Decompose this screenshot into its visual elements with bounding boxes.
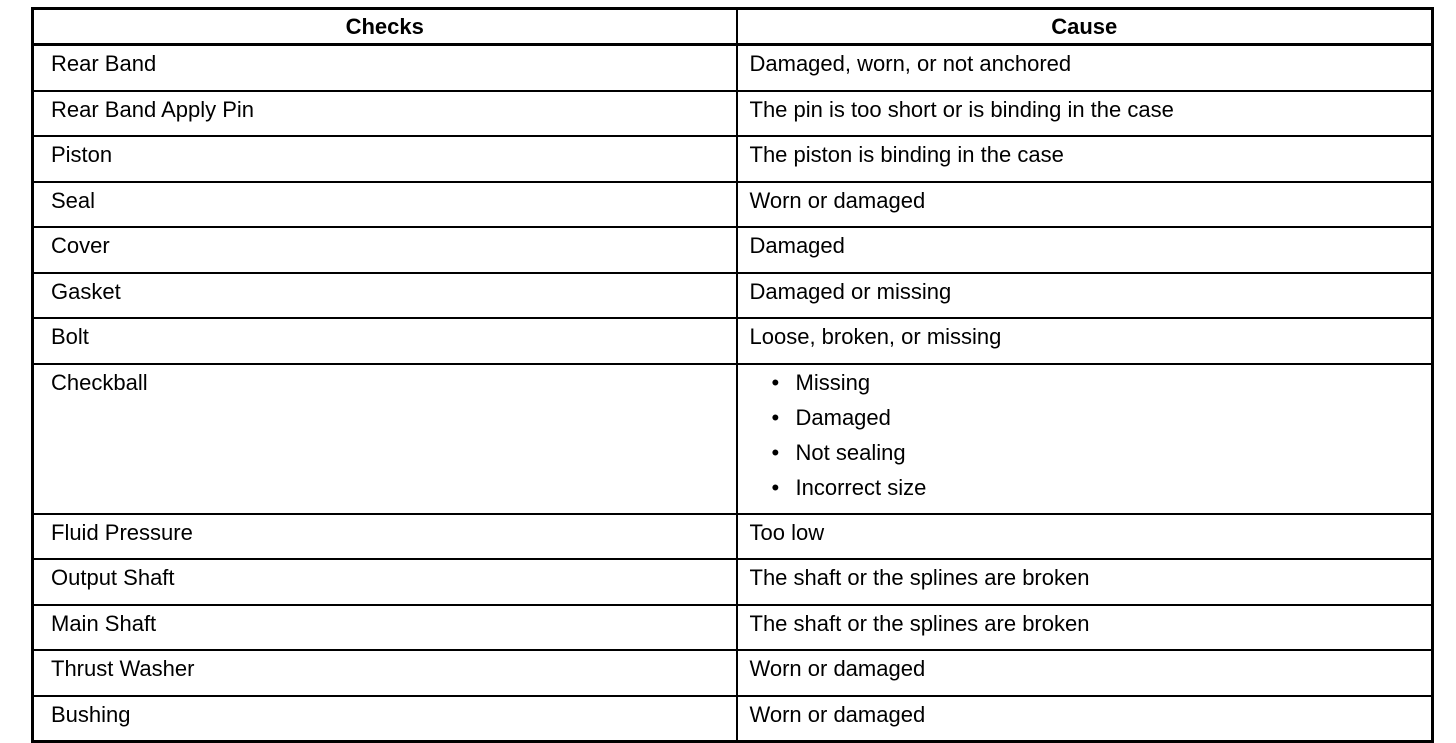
cause-cell: Worn or damaged (737, 650, 1433, 696)
cause-cell: Too low (737, 514, 1433, 560)
bullet-icon: • (771, 404, 780, 430)
check-cell: Main Shaft (33, 605, 737, 651)
cause-cell: The shaft or the splines are broken (737, 605, 1433, 651)
list-item-text: Missing (795, 369, 871, 395)
table-row (33, 318, 1433, 364)
list-item-text: Not sealing (795, 439, 906, 465)
check-cell: Thrust Washer (33, 650, 737, 696)
cause-cell: Damaged or missing (737, 273, 1433, 319)
table-row (33, 605, 1433, 651)
table-body (33, 45, 1433, 742)
check-cell: Cover (33, 227, 737, 273)
cause-cell-list (737, 364, 1433, 514)
check-cell: Rear Band (33, 45, 737, 91)
list-item (772, 440, 1432, 475)
cause-cell: The shaft or the splines are broken (737, 559, 1433, 605)
bullet-icon: • (771, 439, 780, 465)
cause-bullet-list (750, 370, 1432, 510)
table-row (33, 650, 1433, 696)
check-cell: Gasket (33, 273, 737, 319)
table-row (33, 227, 1433, 273)
table-row-checkball (33, 364, 1433, 514)
check-cell: Fluid Pressure (33, 514, 737, 560)
table-row (33, 182, 1433, 228)
check-cell: Rear Band Apply Pin (33, 91, 737, 137)
list-item (772, 405, 1432, 440)
list-item (772, 370, 1432, 405)
cause-cell: The piston is binding in the case (737, 136, 1433, 182)
check-cell: Bushing (33, 696, 737, 742)
check-cell: Checkball (33, 364, 737, 514)
cause-cell: Worn or damaged (737, 696, 1433, 742)
table-row (33, 559, 1433, 605)
bullet-icon: • (771, 369, 780, 395)
cause-cell: Loose, broken, or missing (737, 318, 1433, 364)
table-row (33, 91, 1433, 137)
check-cell: Piston (33, 136, 737, 182)
table-row (33, 45, 1433, 91)
table-row (33, 136, 1433, 182)
cause-cell: Damaged, worn, or not anchored (737, 45, 1433, 91)
table-header-row (33, 9, 1433, 45)
diagnosis-table (31, 7, 1434, 743)
bullet-icon: • (771, 474, 780, 500)
cause-cell: The pin is too short or is binding in the case (737, 91, 1433, 137)
check-cell: Output Shaft (33, 559, 737, 605)
diagnosis-table-container (31, 7, 1431, 743)
list-item (772, 475, 1432, 510)
table-row (33, 696, 1433, 742)
list-item-text: Incorrect size (795, 474, 927, 500)
column-header-checks: Checks (33, 9, 737, 45)
check-cell: Bolt (33, 318, 737, 364)
check-cell: Seal (33, 182, 737, 228)
column-header-cause: Cause (737, 9, 1433, 45)
table-row (33, 514, 1433, 560)
table-row (33, 273, 1433, 319)
list-item-text: Damaged (795, 404, 891, 430)
cause-cell: Damaged (737, 227, 1433, 273)
cause-cell: Worn or damaged (737, 182, 1433, 228)
